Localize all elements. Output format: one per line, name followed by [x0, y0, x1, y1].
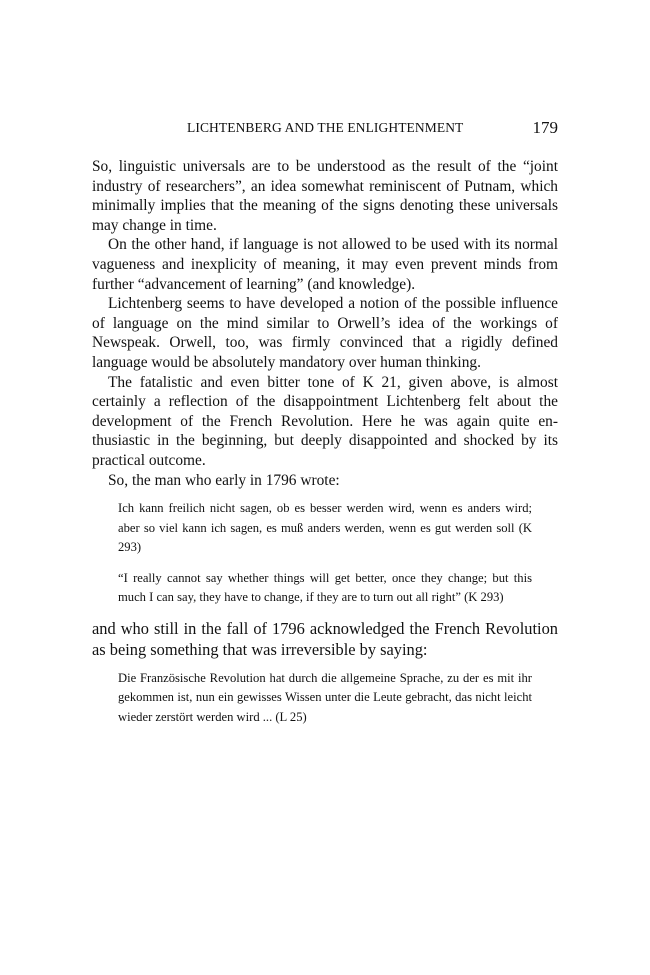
block-quote-final: Die Französische Revolution hat durch die allgemeine Sprache, zu der es mit ihr gekommen ist, nun ein gewisses Wissen unter die Leute gebracht, das nicht leicht wieder zerstört werden wird ... (L 25) — [118, 670, 532, 724]
paragraph: The fatalistic and even bitter tone of K 21, given above, is almost certainly a reflection of the disappointment Lichtenberg felt about the development of the French Revolution. Here he was again quite enthusiastic in the beginning, but deeply disappointed and shocked by its practical outcome. — [92, 373, 558, 469]
block-quote-german: Ich kann freilich nicht sagen, ob es besser werden wird, wenn es anders wird; aber so viel kann ich sagen, es muß anders werden, wenn es gut werden soll (K 293) — [118, 501, 532, 555]
paragraph: So, linguistic universals are to be understood as the result of the “joint industry of researchers”, an idea somewhat reminiscent of Putnam, which minimally implies that the meaning of the signs denoting these universals may change in time. — [92, 158, 558, 234]
paragraph: So, the man who early in 1796 wrote: — [108, 471, 340, 489]
running-title: LICHTENBERG AND THE ENLIGHTENMENT — [187, 120, 464, 135]
paragraph: Lichtenberg seems to have developed a notion of the possible influence of language on the mind similar to Orwell’s idea of the workings of Newspeak. Orwell, too, was firmly convinced that a rigidly defined language would be absolutely mandatory over human thinking. — [92, 295, 558, 371]
paragraph: On the other hand, if language is not allowed to be used with its normal vagueness and inexplicity of meaning, it may even prevent minds from further “advancement of learning” (and knowledge). — [92, 236, 558, 293]
body-text — [92, 157, 558, 727]
block-quote-translation: “I really cannot say whether things will get better, once they change; but this much I can say, they have to change, if they are to turn out all right” (K 293) — [118, 570, 532, 605]
running-head — [92, 118, 558, 138]
page-number: 179 — [532, 118, 558, 137]
continuation-paragraph: and who still in the fall of 1796 acknowledged the French Revolution as being something that was irreversible by saying: — [92, 618, 558, 659]
